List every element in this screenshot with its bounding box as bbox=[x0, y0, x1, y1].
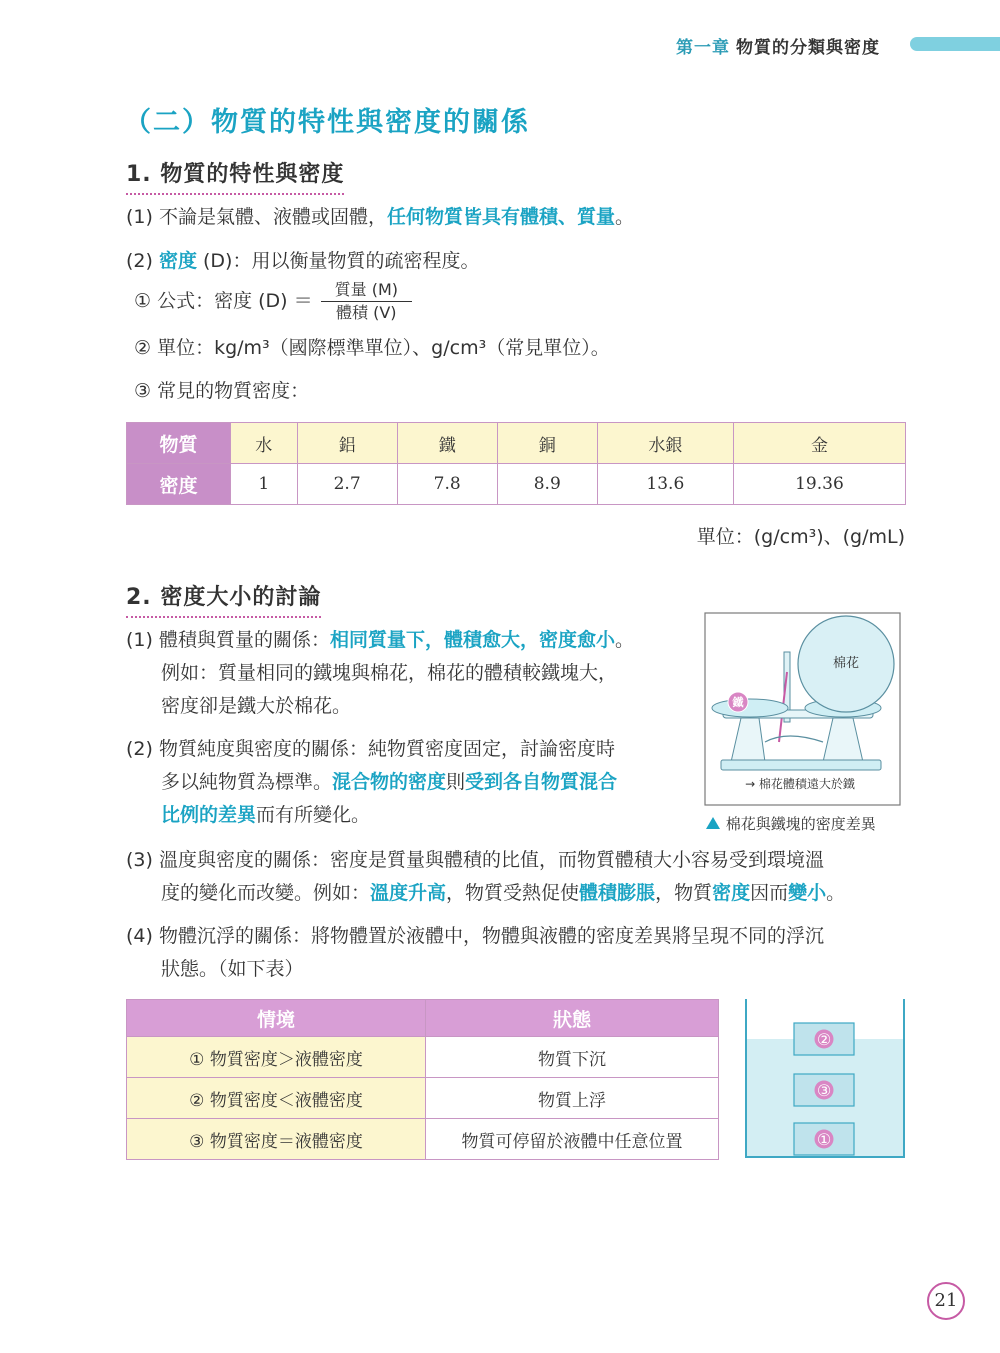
material-cell: 金 bbox=[733, 423, 905, 464]
paragraph-2-1 bbox=[126, 624, 634, 657]
section-title: （二）物質的特性與密度的關係 bbox=[124, 107, 530, 138]
left-pan bbox=[712, 699, 788, 717]
table-row bbox=[127, 1037, 719, 1078]
float-sink-table bbox=[126, 999, 719, 1160]
balance-illustration bbox=[703, 612, 903, 812]
paragraph-2-1-line3: 密度卻是鐵大於棉花。 bbox=[161, 695, 352, 717]
p23-text: 度的變化而改變。例如： bbox=[161, 882, 371, 904]
chapter-title: 物質的分類與密度 bbox=[736, 38, 880, 58]
p11-suffix: 。 bbox=[614, 206, 634, 228]
paragraph-2-4-line2: 狀態。（如下表） bbox=[161, 958, 304, 980]
density-cell: 19.36 bbox=[733, 464, 905, 505]
p21-prefix: (1) 體積與質量的關係： bbox=[126, 629, 330, 651]
p23-text: ，物質受熱促使 bbox=[446, 882, 580, 904]
formula-line bbox=[134, 279, 412, 324]
formula-label: ① 公式：密度 (D) ＝ bbox=[134, 290, 313, 312]
p11-text: (1) 不論是氣體、液體或固體， bbox=[126, 206, 387, 228]
table-row bbox=[127, 1078, 719, 1119]
p22-highlight: 受到各自物質混合 bbox=[465, 771, 618, 793]
subsection-title-2: 2. 密度大小的討論 bbox=[126, 580, 321, 618]
p22-highlight: 混合物的密度 bbox=[332, 771, 447, 793]
situation-cell: ① 物質密度＞液體密度 bbox=[127, 1037, 426, 1078]
paragraph-2-3-line2 bbox=[161, 877, 845, 910]
paragraph-1-1 bbox=[126, 201, 634, 234]
material-cell: 鐵 bbox=[397, 423, 497, 464]
p23-highlight: 變小 bbox=[788, 882, 827, 904]
state-cell: 物質可停留於液體中任意位置 bbox=[426, 1119, 719, 1160]
p23-highlight: 密度 bbox=[712, 882, 751, 904]
p12-highlight: 密度 bbox=[158, 250, 197, 272]
table-row bbox=[127, 464, 906, 505]
p21-suffix: 。 bbox=[614, 629, 634, 651]
unit-line: ② 單位：kg/m³（國際標準單位）、g/cm³（常見單位）。 bbox=[134, 337, 610, 359]
caption-text: 棉花與鐵塊的密度差異 bbox=[725, 815, 876, 833]
beaker-figure bbox=[743, 999, 907, 1161]
paragraph-2-2-line3 bbox=[161, 799, 370, 832]
block-label: ③ bbox=[816, 1081, 832, 1100]
iron-label: 鐵 bbox=[732, 696, 744, 709]
p23-text: 因而 bbox=[750, 882, 789, 904]
arrow-note: → 棉花體積遠大於鐵 bbox=[745, 777, 855, 791]
block-label: ② bbox=[816, 1030, 832, 1049]
p22-highlight: 比例的差異 bbox=[161, 804, 257, 826]
density-cell: 7.8 bbox=[397, 464, 497, 505]
p21-highlight: 相同質量下，體積愈大，密度愈小 bbox=[329, 629, 615, 651]
triangle-icon bbox=[705, 816, 721, 830]
material-cell: 銅 bbox=[497, 423, 597, 464]
formula-denominator: 體積 (V) bbox=[336, 303, 397, 322]
header-situation: 情境 bbox=[127, 1000, 426, 1037]
p23-highlight: 體積膨脹 bbox=[579, 882, 656, 904]
common-density-line: ③ 常見的物質密度： bbox=[134, 380, 310, 402]
material-cell: 鋁 bbox=[297, 423, 397, 464]
paragraph-2-2-line2 bbox=[161, 766, 617, 799]
p23-text: ，物質 bbox=[655, 882, 713, 904]
table-row bbox=[127, 1000, 719, 1037]
header-accent-bar bbox=[910, 37, 1000, 51]
situation-cell: ② 物質密度＜液體密度 bbox=[127, 1078, 426, 1119]
p12-suffix: (D)：用以衡量物質的疏密程度。 bbox=[196, 250, 480, 272]
row-header-density: 密度 bbox=[127, 464, 231, 505]
unit-note: 單位：(g/cm³)、(g/mL) bbox=[696, 526, 905, 548]
p22-text: 而有所變化。 bbox=[256, 804, 371, 826]
state-cell: 物質下沉 bbox=[426, 1037, 719, 1078]
formula-numerator: 質量 (M) bbox=[321, 279, 412, 302]
material-cell: 水銀 bbox=[597, 423, 733, 464]
balance-figure bbox=[703, 612, 903, 812]
paragraph-2-2: (2) 物質純度與密度的關係：純物質密度固定，討論密度時 bbox=[126, 738, 615, 760]
density-table bbox=[126, 422, 906, 505]
figure-caption bbox=[705, 813, 876, 834]
chapter-number: 第一章 bbox=[676, 38, 730, 58]
paragraph-1-2 bbox=[126, 245, 479, 278]
p22-text: 則 bbox=[446, 771, 466, 793]
table-row bbox=[127, 1119, 719, 1160]
paragraph-2-1-line2: 例如：質量相同的鐵塊與棉花，棉花的體積較鐵塊大， bbox=[161, 662, 618, 684]
page-number: 21 bbox=[927, 1282, 965, 1320]
p23-highlight: 溫度升高 bbox=[370, 882, 447, 904]
p11-highlight: 任何物質皆具有體積、質量 bbox=[386, 206, 615, 228]
block-label: ① bbox=[816, 1130, 832, 1149]
cotton-label: 棉花 bbox=[832, 656, 860, 671]
density-cell: 1 bbox=[231, 464, 298, 505]
paragraph-2-3: (3) 溫度與密度的關係：密度是質量與體積的比值，而物質體積大小容易受到環境溫 bbox=[126, 849, 824, 871]
situation-cell: ③ 物質密度＝液體密度 bbox=[127, 1119, 426, 1160]
beaker-illustration bbox=[743, 999, 907, 1161]
p23-text: 。 bbox=[826, 882, 846, 904]
header-state: 狀態 bbox=[426, 1000, 719, 1037]
subsection-title-1: 1. 物質的特性與密度 bbox=[126, 157, 344, 195]
p22-text: 多以純物質為標準。 bbox=[161, 771, 333, 793]
material-cell: 水 bbox=[231, 423, 298, 464]
density-cell: 2.7 bbox=[297, 464, 397, 505]
table-row bbox=[127, 423, 906, 464]
density-cell: 13.6 bbox=[597, 464, 733, 505]
p12-prefix: (2) bbox=[126, 250, 159, 272]
row-header-material: 物質 bbox=[127, 423, 231, 464]
density-cell: 8.9 bbox=[497, 464, 597, 505]
balance-base bbox=[721, 760, 881, 770]
chapter-header bbox=[676, 33, 880, 58]
paragraph-2-4: (4) 物體沉浮的關係：將物體置於液體中，物體與液體的密度差異將呈現不同的浮沉 bbox=[126, 925, 824, 947]
state-cell: 物質上浮 bbox=[426, 1078, 719, 1119]
formula-fraction bbox=[321, 279, 412, 324]
